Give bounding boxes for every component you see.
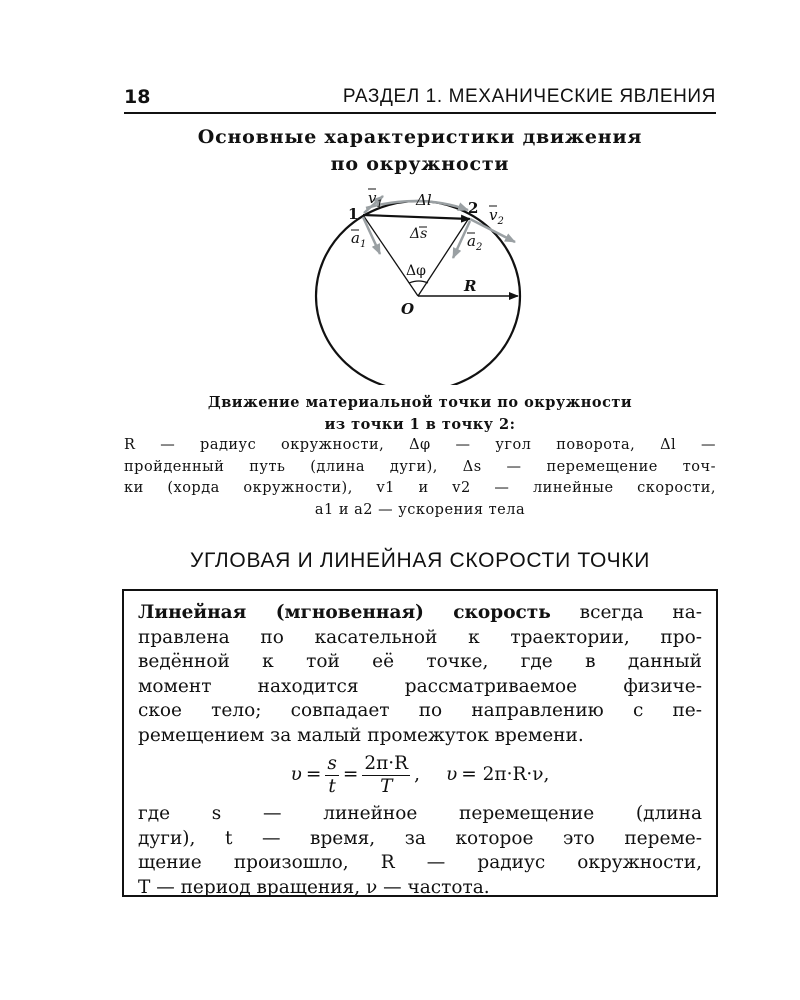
formula-rhs-2: = 2π·R·ν, xyxy=(461,763,550,785)
formula-eq-1: = xyxy=(305,763,322,785)
chord-displacement xyxy=(363,215,470,219)
section-title xyxy=(124,124,716,178)
label-point-1: 1 xyxy=(348,205,359,223)
caption-line-5: ки (хорда окружности), v1 и v2 — линейные скорости, xyxy=(124,480,716,496)
formula-eq-2: = xyxy=(342,763,359,785)
label-a2: $a_2$ xyxy=(467,232,483,253)
box-line-1: Линейная (мгновенная) скорость всегда на- xyxy=(138,602,702,623)
figure-caption xyxy=(124,392,716,521)
label-a1: $a_1$ xyxy=(351,229,367,250)
box-line-8: дуги), t — время, за которое это переме- xyxy=(138,827,702,849)
label-chord: Δs xyxy=(410,226,428,242)
label-point-2: 2 xyxy=(468,199,479,217)
formula-comma: , xyxy=(414,763,421,785)
section-heading: УГЛОВАЯ И ЛИНЕЙНАЯ СКОРОСТИ ТОЧКИ xyxy=(190,549,650,572)
page-header xyxy=(124,86,716,114)
velocity-formula xyxy=(138,748,702,802)
definition-box xyxy=(122,589,718,897)
caption-line-1: Движение материальной точки по окружности xyxy=(207,394,633,411)
box-line-9: щение произошло, R — радиус окружности, xyxy=(138,852,702,873)
definition-text xyxy=(138,601,702,900)
box-line-2: правлена по касательной к траектории, про- xyxy=(138,626,702,648)
page-number: 18 xyxy=(124,86,151,108)
caption-line-4: пройденный путь (длина дуги), Δs — перемещение точ- xyxy=(124,458,716,475)
label-center: O xyxy=(401,300,415,318)
caption-line-6: a1 и a2 — ускорения тела xyxy=(314,501,526,518)
box-line-3: ведённой к той её точке, где в данный xyxy=(138,651,702,672)
label-radius: R xyxy=(464,277,477,295)
caption-line-3: R — радиус окружности, Δφ — угол поворота, Δl — xyxy=(124,437,716,453)
term-linear-velocity: Линейная (мгновенная) скорость xyxy=(138,602,551,623)
angle-arc xyxy=(409,281,428,283)
label-angle: Δφ xyxy=(406,263,426,279)
running-head: РАЗДЕЛ 1. МЕХАНИЧЕСКИЕ ЯВЛЕНИЯ xyxy=(342,86,716,107)
title-line-2: по окружности xyxy=(330,153,510,175)
label-v2: $v_2$ xyxy=(489,206,504,227)
formula-v-2: υ xyxy=(446,763,458,785)
circular-motion-diagram xyxy=(300,185,540,385)
label-v1: $v_1$ xyxy=(368,189,383,210)
box-line-10: T — период вращения, ν — частота. xyxy=(138,876,490,898)
fraction-s-over-t: $\frac{s}{t}$ xyxy=(327,752,337,797)
box-line-7: где s — линейное перемещение (длина xyxy=(138,803,702,824)
title-line-1: Основные характеристики движения xyxy=(197,126,643,148)
label-arc: Δl xyxy=(416,191,432,209)
fraction-2piR-over-T: $\frac{2\pi\cdot R}{T}$ xyxy=(364,752,409,797)
box-line-6: ремещением за малый промежуток времени. xyxy=(138,724,584,746)
box-line-4: момент находится рассматриваемое физиче- xyxy=(138,675,702,697)
caption-line-2: из точки 1 в точку 2: xyxy=(324,415,516,433)
box-line-5: ское тело; совпадает по направлению с пе- xyxy=(138,700,702,721)
formula-v: υ xyxy=(290,763,302,785)
